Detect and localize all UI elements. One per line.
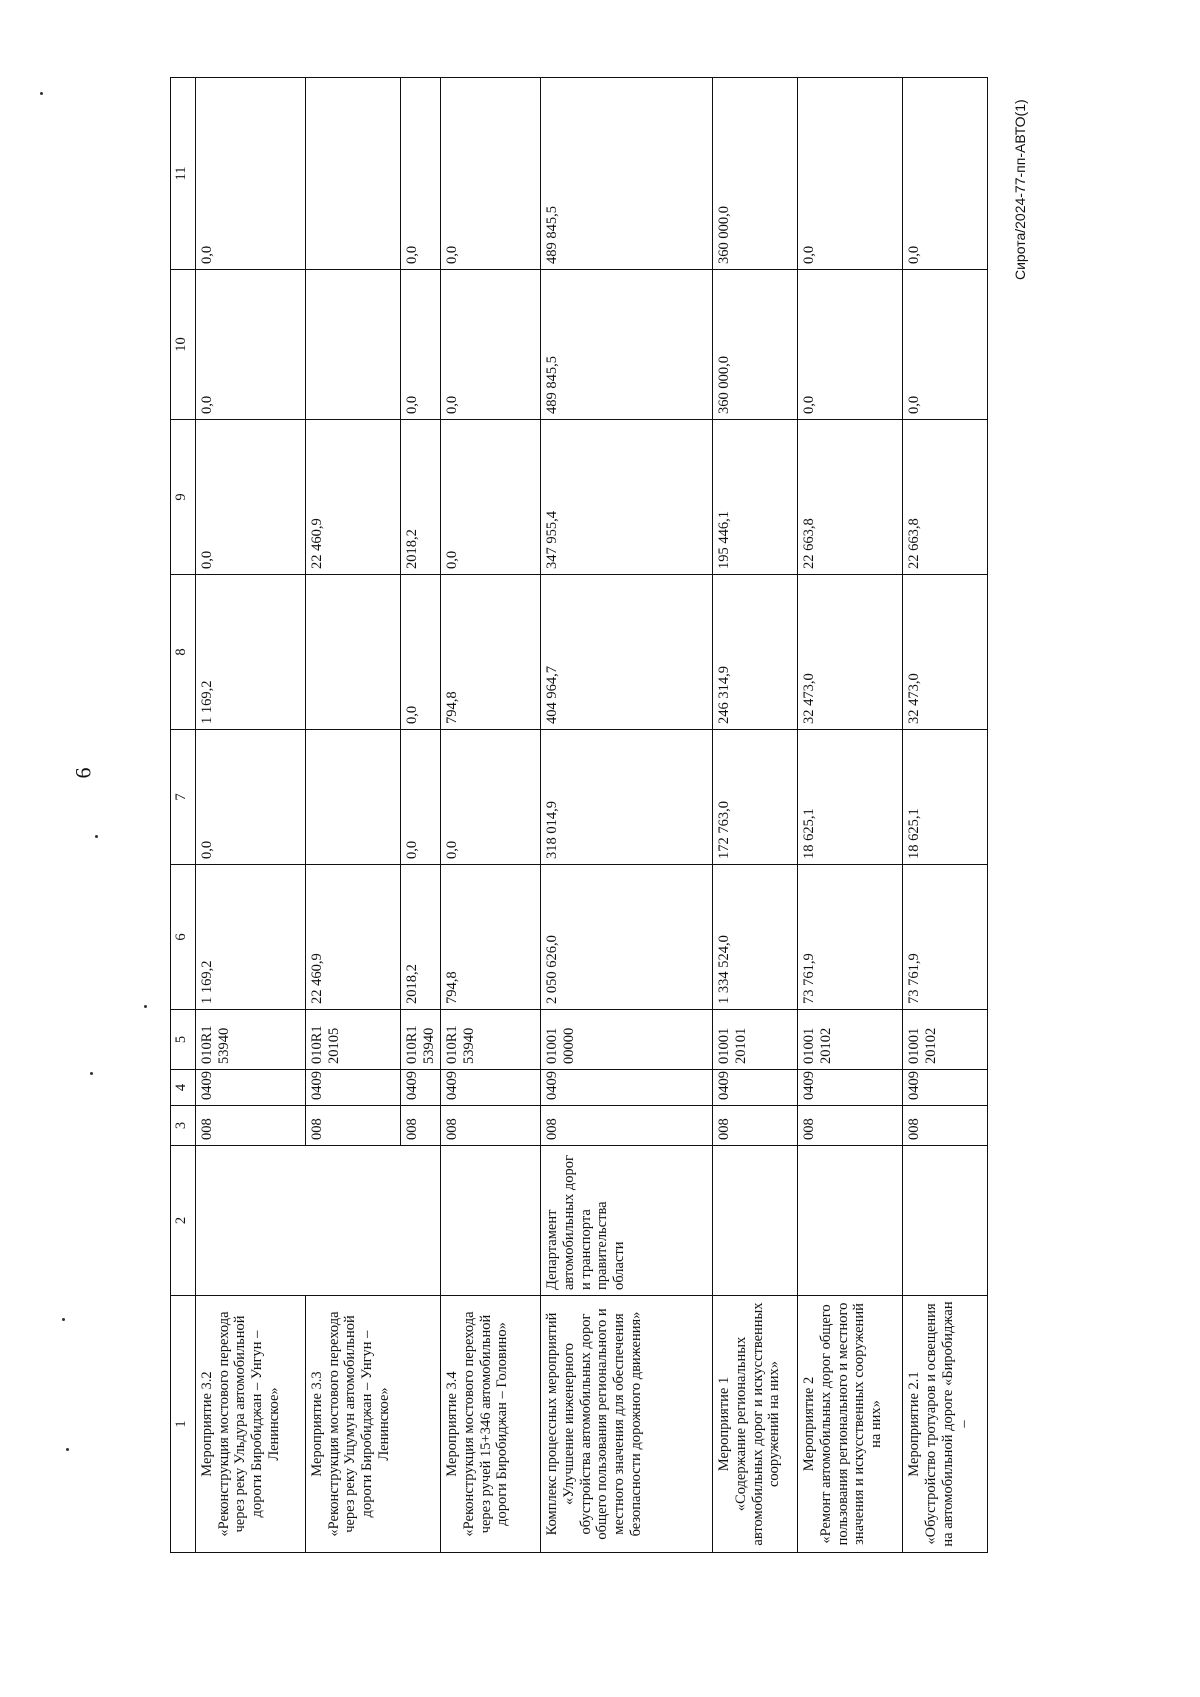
year2-cell: 32 473,0	[798, 575, 903, 730]
table-row	[196, 78, 306, 1553]
measure-name: Мероприятие 1 «Содержание региональных автомобильных дорог и искусственных сооружений на них»	[716, 1302, 783, 1546]
total-cell: 73 761,9	[903, 865, 988, 1010]
document-code: Сирота/2024-77-пп-АВТО(1)	[1012, 99, 1028, 280]
table-row	[441, 78, 541, 1553]
grbs-cell: 008	[903, 1106, 988, 1146]
executor-cell	[541, 1146, 713, 1296]
column-header: 2	[171, 1146, 196, 1296]
column-header: 7	[171, 730, 196, 865]
executor-cell	[903, 1146, 988, 1296]
year5-cell: 0,0	[798, 78, 903, 270]
table-header-row	[171, 78, 196, 1553]
year3-cell: 195 446,1	[713, 420, 798, 575]
executor-cell	[713, 1146, 798, 1296]
total-cell: 22 460,9	[306, 865, 401, 1010]
year5-cell: 0,0	[441, 78, 541, 270]
year3-cell: 22 663,8	[798, 420, 903, 575]
year1-cell: 0,0	[401, 730, 441, 865]
year4-cell: 0,0	[441, 270, 541, 420]
total-cell: 1 169,2	[196, 865, 306, 1010]
year3-cell: 22 663,8	[903, 420, 988, 575]
column-header: 10	[171, 270, 196, 420]
year1-cell: 0,0	[196, 730, 306, 865]
year2-cell	[306, 575, 401, 730]
csr-cell: 010R1 53940	[401, 1010, 441, 1070]
table-row	[798, 78, 903, 1553]
measure-name: Мероприятие 2 «Ремонт автомобильных дорог общего пользования регионального и местного значения и искусственных сооружений на них»	[801, 1302, 885, 1546]
year5-cell: 0,0	[903, 78, 988, 270]
csr-cell: 01001 20102	[798, 1010, 903, 1070]
total-cell: 2 050 626,0	[541, 865, 713, 1010]
total-cell: 73 761,9	[798, 865, 903, 1010]
table-row	[306, 78, 401, 1553]
total-cell: 794,8	[441, 865, 541, 1010]
year5-cell: 360 000,0	[713, 78, 798, 270]
column-header: 11	[171, 78, 196, 270]
year4-cell: 0,0	[798, 270, 903, 420]
scan-speck	[40, 92, 43, 95]
budget-table	[170, 77, 988, 1553]
scan-speck	[144, 1005, 147, 1008]
year5-cell: 0,0	[196, 78, 306, 270]
measure-name: Комплекс процессных мероприятий «Улучшение инженерного обустройства автомобильных дорог общего пользования регионального и местного значения для обеспечения безопасности дорожного движения»	[544, 1308, 644, 1540]
year5-cell	[306, 78, 401, 270]
grbs-cell: 008	[798, 1106, 903, 1146]
csr-cell: 010R1 53940	[196, 1010, 306, 1070]
csr-cell: 01001 20102	[903, 1010, 988, 1070]
executor-cell	[798, 1146, 903, 1296]
total-cell: 2018,2	[401, 865, 441, 1010]
year1-cell	[306, 730, 401, 865]
year3-cell: 22 460,9	[306, 420, 401, 575]
grbs-cell: 008	[541, 1106, 713, 1146]
measure-name-cell	[541, 1296, 713, 1553]
rz-cell: 0409	[441, 1070, 541, 1106]
grbs-cell: 008	[713, 1106, 798, 1146]
executor-cell	[196, 1146, 441, 1296]
measure-name-cell	[196, 1296, 306, 1553]
scan-speck	[66, 1448, 69, 1451]
column-header: 3	[171, 1106, 196, 1146]
rz-cell: 0409	[713, 1070, 798, 1106]
measure-name-cell	[903, 1296, 988, 1553]
measure-name-cell	[713, 1296, 798, 1553]
measure-name: Мероприятие 3.2 «Реконструкция мостового перехода через реку Ульдура автомобильной дороги Биробиджан – Унгун – Ленинское»	[199, 1311, 282, 1537]
year2-cell: 404 964,7	[541, 575, 713, 730]
grbs-cell: 008	[441, 1106, 541, 1146]
year2-cell: 32 473,0	[903, 575, 988, 730]
year1-cell: 18 625,1	[903, 730, 988, 865]
measure-name: Мероприятие 3.3 «Реконструкция мостового перехода через реку Ущумун автомобильной дороги Биробиджан – Унгун – Ленинское»	[309, 1311, 392, 1537]
year3-cell: 0,0	[196, 420, 306, 575]
rotated-content	[170, 78, 1200, 1553]
year4-cell	[306, 270, 401, 420]
year2-cell: 794,8	[441, 575, 541, 730]
rz-cell: 0409	[401, 1070, 441, 1106]
column-header: 8	[171, 575, 196, 730]
table-row	[713, 78, 798, 1553]
year5-cell: 489 845,5	[541, 78, 713, 270]
rz-cell: 0409	[541, 1070, 713, 1106]
rz-cell: 0409	[196, 1070, 306, 1106]
rz-cell: 0409	[798, 1070, 903, 1106]
csr-cell: 010R1 20105	[306, 1010, 401, 1070]
measure-name-cell	[441, 1296, 541, 1553]
year5-cell: 0,0	[401, 78, 441, 270]
grbs-cell: 008	[306, 1106, 401, 1146]
csr-cell: 01001 00000	[541, 1010, 713, 1070]
rotated-table-frame	[170, 78, 1200, 1547]
year1-cell: 318 014,9	[541, 730, 713, 865]
year1-cell: 18 625,1	[798, 730, 903, 865]
scan-speck	[90, 1072, 93, 1075]
column-header: 9	[171, 420, 196, 575]
year2-cell: 0,0	[401, 575, 441, 730]
grbs-cell: 008	[401, 1106, 441, 1146]
grbs-cell: 008	[196, 1106, 306, 1146]
year3-cell: 0,0	[441, 420, 541, 575]
measure-name: Мероприятие 3.4 «Реконструкция мостового перехода через ручей 15+346 автомобильной дороги Биробиджан – Головино»	[444, 1311, 511, 1537]
year4-cell: 0,0	[401, 270, 441, 420]
total-cell: 1 334 524,0	[713, 865, 798, 1010]
year4-cell: 360 000,0	[713, 270, 798, 420]
year4-cell: 0,0	[196, 270, 306, 420]
measure-name: Мероприятие 2.1 «Обустройство тротуаров и освещения на автомобильной дороге «Биробиджан –	[906, 1301, 973, 1547]
page-number: 6	[70, 767, 96, 779]
year3-cell: 347 955,4	[541, 420, 713, 575]
measure-name-cell	[306, 1296, 441, 1553]
year2-cell: 1 169,2	[196, 575, 306, 730]
table-row	[541, 78, 713, 1553]
csr-cell: 010R1 53940	[441, 1010, 541, 1070]
table-row	[903, 78, 988, 1553]
rz-cell: 0409	[903, 1070, 988, 1106]
column-header: 5	[171, 1010, 196, 1070]
scan-speck	[95, 835, 98, 838]
executor-cell	[441, 1146, 541, 1296]
rz-cell: 0409	[306, 1070, 401, 1106]
scan-speck	[62, 1318, 65, 1321]
csr-cell: 01001 20101	[713, 1010, 798, 1070]
executor-name: Департамент автомобильных дорог и транспорта правительства области	[544, 1155, 628, 1290]
year4-cell: 489 845,5	[541, 270, 713, 420]
column-header: 1	[171, 1296, 196, 1553]
year1-cell: 172 763,0	[713, 730, 798, 865]
year4-cell: 0,0	[903, 270, 988, 420]
column-header: 6	[171, 865, 196, 1010]
year3-cell: 2018,2	[401, 420, 441, 575]
column-header: 4	[171, 1070, 196, 1106]
year2-cell: 246 314,9	[713, 575, 798, 730]
year1-cell: 0,0	[441, 730, 541, 865]
measure-name-cell	[798, 1296, 903, 1553]
